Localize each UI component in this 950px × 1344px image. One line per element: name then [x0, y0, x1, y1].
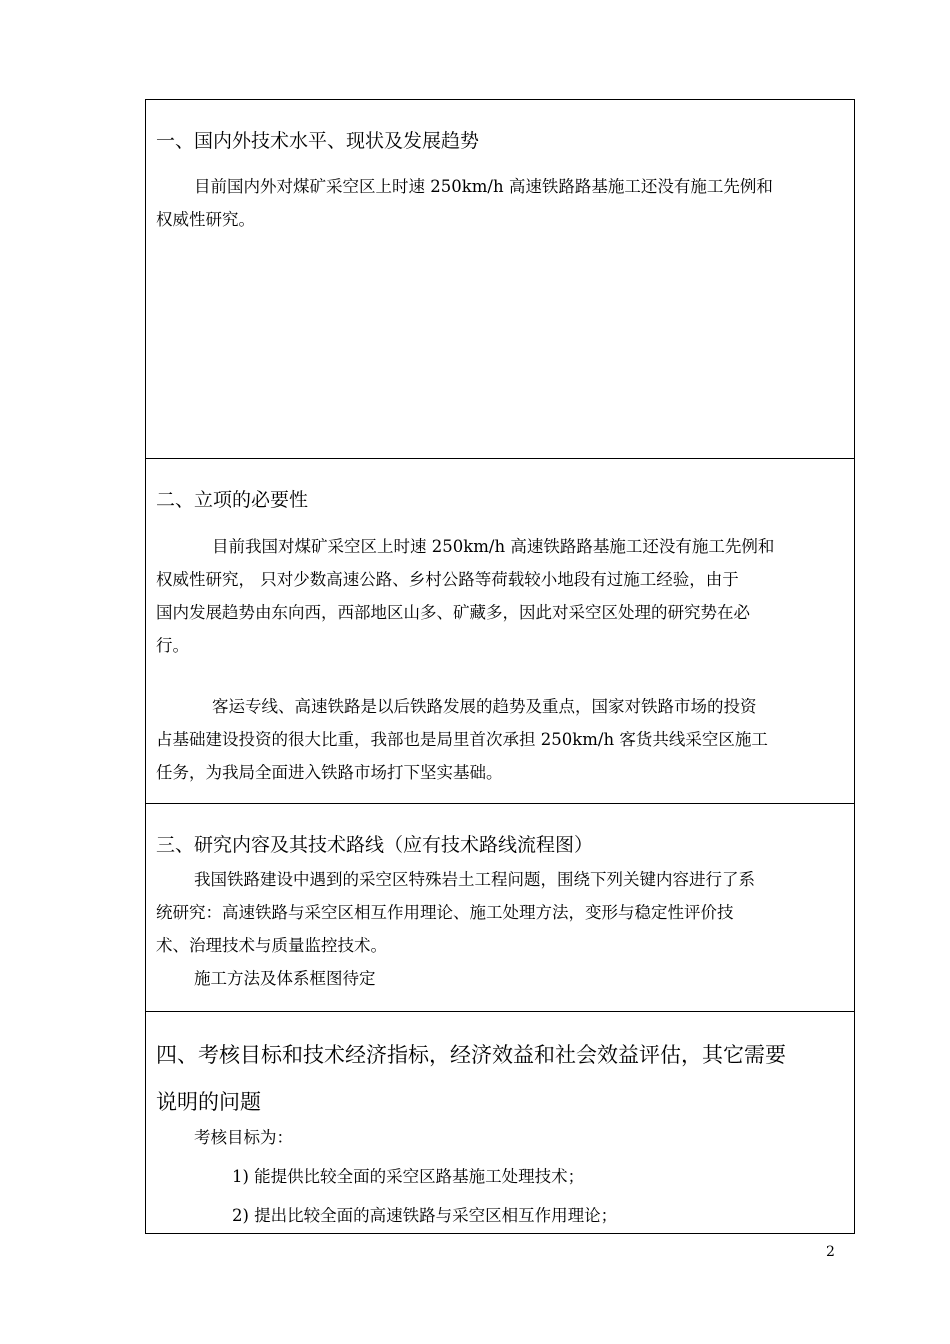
text-line: 占基础建设投资的很大比重，我部也是局里首次承担 250km/h 客货共线采空区施工: [156, 730, 768, 749]
text-line: 术、治理技术与质量监控技术。: [156, 936, 387, 955]
section-heading-line: 四、考核目标和技术经济指标，经济效益和社会效益评估，其它需要: [156, 1043, 786, 1067]
text-line: 权威性研究， 只对少数高速公路、乡村公路等荷载较小地段有过施工经验，由于: [156, 570, 739, 589]
text-line: 目前国内外对煤矿采空区上时速 250km/h 高速铁路路基施工还没有施工先例和: [194, 177, 773, 196]
section-assessment-goals: [146, 1012, 854, 1233]
paragraph: [156, 170, 846, 236]
form-table: [145, 99, 855, 1234]
paragraph: [156, 863, 846, 962]
text-line: 统研究：高速铁路与采空区相互作用理论、施工处理方法，变形与稳定性评价技: [156, 903, 734, 922]
section-necessity: [146, 459, 854, 804]
section-research-content: [146, 804, 854, 1012]
section-heading: 二、立项的必要性: [156, 489, 309, 511]
list-item: 2) 提出比较全面的高速铁路与采空区相互作用理论；: [232, 1206, 618, 1225]
list-item: 1) 能提供比较全面的采空区路基施工处理技术；: [232, 1167, 585, 1186]
text-line: 客运专线、高速铁路是以后铁路发展的趋势及重点，国家对铁路市场的投资: [212, 697, 757, 716]
text-line: 任务，为我局全面进入铁路市场打下坚实基础。: [156, 763, 503, 782]
section-domestic-foreign-status: [146, 100, 854, 459]
text-line: 施工方法及体系框图待定: [194, 969, 376, 988]
paragraph: [156, 962, 846, 995]
section-heading: 三、研究内容及其技术路线（应有技术路线流程图）: [156, 834, 594, 856]
section-heading: 一、国内外技术水平、现状及发展趋势: [156, 130, 480, 152]
text-line: 目前我国对煤矿采空区上时速 250km/h 高速铁路路基施工还没有施工先例和: [212, 537, 775, 556]
text-line: 考核目标为：: [194, 1128, 293, 1147]
text-line: 我国铁路建设中遇到的采空区特殊岩土工程问题，围绕下列关键内容进行了系: [194, 870, 755, 889]
text-line: 行。: [156, 636, 189, 655]
section-heading-line: 说明的问题: [156, 1090, 261, 1114]
page-number: 2: [826, 1244, 835, 1260]
text-line: 权威性研究。: [156, 210, 255, 229]
paragraph: [156, 530, 846, 662]
paragraph: [156, 690, 846, 789]
paragraph: [156, 1121, 846, 1154]
text-line: 国内发展趋势由东向西，西部地区山多、矿藏多，因此对采空区处理的研究势在必: [156, 603, 750, 622]
